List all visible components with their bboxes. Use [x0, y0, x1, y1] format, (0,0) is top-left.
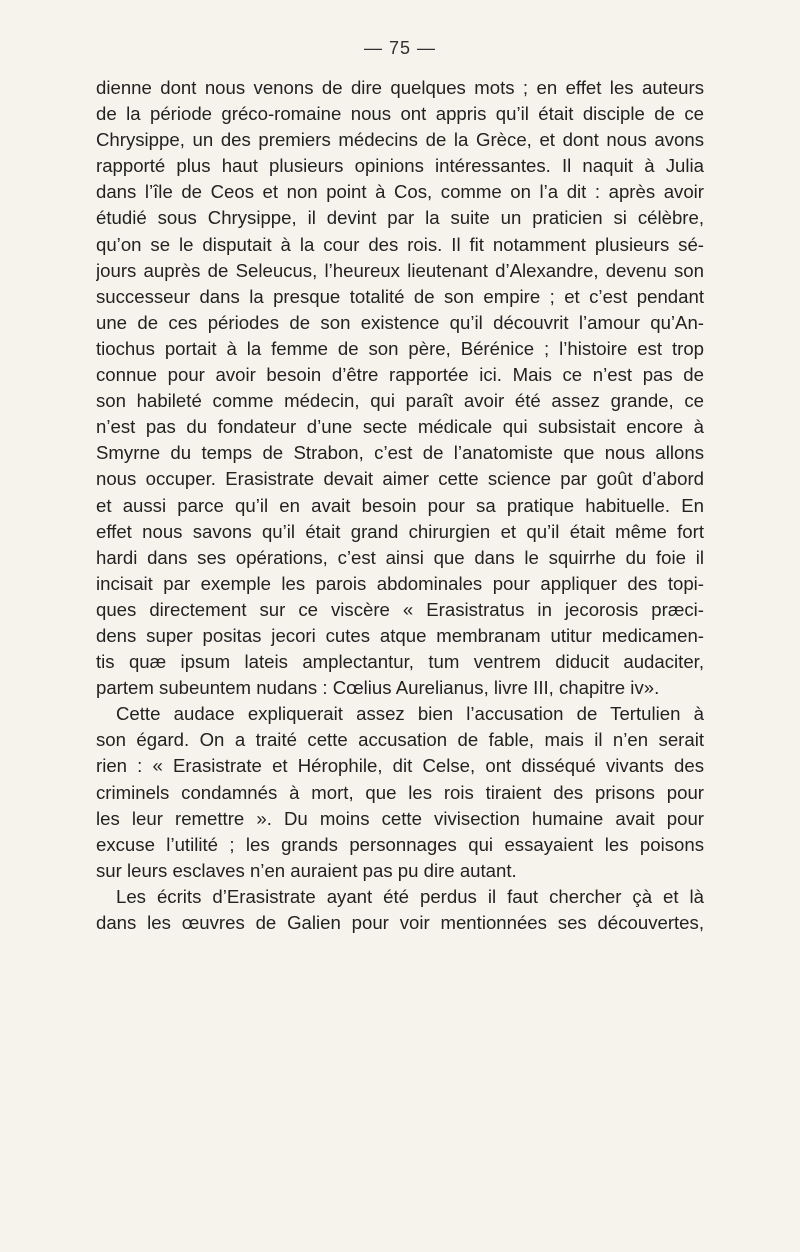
- text-line: et aussi parce qu’il en avait besoin pour sa pratique habituelle. En: [96, 494, 704, 516]
- text-line: excuse l’utilité ; les grands personnages qui essayaient les poisons: [96, 833, 704, 855]
- text-line: jours auprès de Seleucus, l’heureux lieutenant d’Alexandre, devenu son: [96, 259, 704, 281]
- text-line: incisait par exemple les parois abdominales pour appliquer des topi-: [96, 572, 704, 594]
- text-line: effet nous savons qu’il était grand chirurgien et qu’il était même fort: [96, 520, 704, 542]
- body-text: [96, 75, 704, 936]
- text-line: dienne dont nous venons de dire quelques mots ; en effet les auteurs: [96, 77, 704, 98]
- text-line: de la période gréco-romaine nous ont appris qu’il était disciple de ce: [96, 103, 704, 125]
- text-line: tis quæ ipsum lateis amplectantur, tum ventrem diducit audaciter,: [96, 651, 704, 673]
- text-line: n’est pas du fondateur d’une secte médicale qui subsistait encore à: [96, 416, 704, 438]
- text-line: tiochus portait à la femme de son père, Bérénice ; l’histoire est trop: [96, 337, 704, 359]
- text-line: criminels condamnés à mort, que les rois tiraient des prisons pour: [96, 781, 704, 803]
- text-line: les leur remettre ». Du moins cette vivisection humaine avait pour: [96, 807, 704, 829]
- text-line: qu’on se le disputait à la cour des rois. Il fit notamment plusieurs sé-: [96, 233, 704, 255]
- text-line: son habileté comme médecin, qui paraît avoir été assez grande, ce: [96, 390, 704, 412]
- text-line: nous occuper. Erasistrate devait aimer cette science par goût d’abord: [96, 468, 704, 490]
- text-line: dans les œuvres de Galien pour voir mentionnées ses découvertes,: [96, 912, 704, 933]
- text-line: son égard. On a traité cette accusation de fable, mais il n’en serait: [96, 729, 704, 751]
- text-line: hardi dans ses opérations, c’est ainsi que dans le squirrhe du foie il: [96, 546, 704, 568]
- text-line: Smyrne du temps de Strabon, c’est de l’anatomiste que nous allons: [96, 442, 704, 464]
- text-line: Les écrits d’Erasistrate ayant été perdus il faut chercher çà et là: [116, 885, 704, 907]
- page-number: — 75 —: [363, 38, 437, 58]
- text-line: Cette audace expliquerait assez bien l’accusation de Tertulien à: [116, 703, 704, 725]
- text-line: successeur dans la presque totalité de son empire ; et c’est pendant: [96, 285, 704, 307]
- text-line: étudié sous Chrysippe, il devint par la suite un praticien si célèbre,: [96, 207, 704, 229]
- text-line: rien : « Erasistrate et Hérophile, dit Celse, ont disséqué vivants des: [96, 755, 704, 777]
- text-line: Chrysippe, un des premiers médecins de la Grèce, et dont nous avons: [96, 129, 704, 151]
- text-line: sur leurs esclaves n’en auraient pas pu dire autant.: [96, 859, 517, 881]
- text-line: partem subeuntem nudans : Cœlius Aurelianus, livre III, chapitre iv».: [96, 677, 660, 699]
- text-line: une de ces périodes de son existence qu’il découvrit l’amour qu’An-: [96, 311, 704, 333]
- text-line: connue pour avoir besoin d’être rapportée ici. Mais ce n’est pas de: [96, 364, 704, 386]
- text-line: dens super positas jecori cutes atque membranam utitur medicamen-: [96, 624, 704, 646]
- text-line: dans l’île de Ceos et non point à Cos, comme on l’a dit : après avoir: [96, 181, 704, 203]
- text-line: ques directement sur ce viscère « Erasistratus in jecorosis præci-: [96, 598, 704, 620]
- text-line: rapporté plus haut plusieurs opinions intéressantes. Il naquit à Julia: [96, 155, 704, 177]
